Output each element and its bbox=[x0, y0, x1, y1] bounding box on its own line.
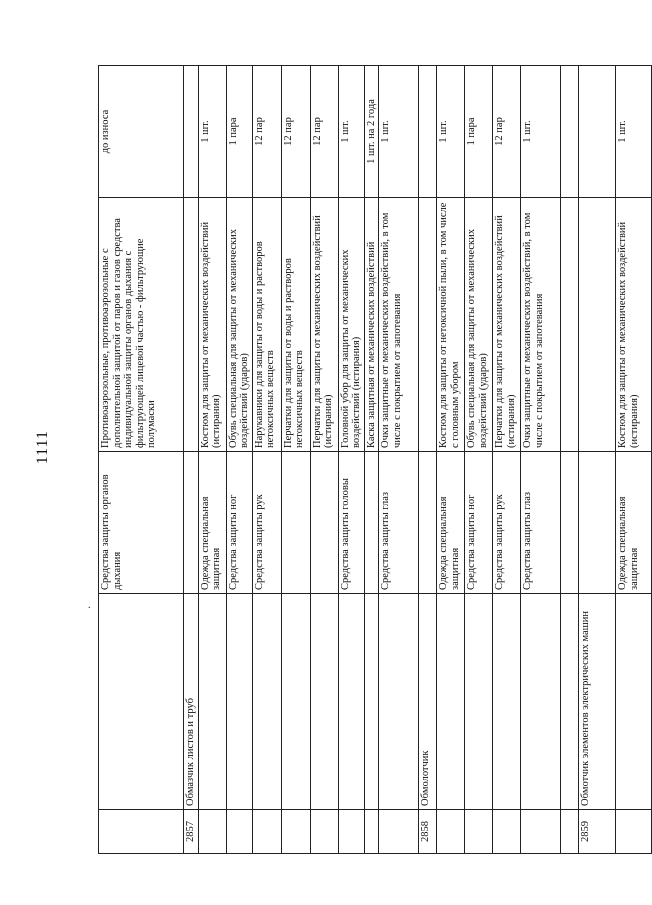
cell-qty bbox=[561, 66, 579, 198]
cell-item: Обувь специальная для защиты от механических воздействий (ударов) bbox=[465, 198, 493, 452]
cell-category: Средства защиты ног bbox=[226, 452, 252, 594]
cell-item: Очки защитные от механических воздействий, в том числе с покрытием от запотевания bbox=[521, 198, 561, 452]
cell-item: Перчатки для защиты от воды и растворов нетоксичных веществ bbox=[281, 198, 310, 452]
cell-item bbox=[561, 198, 579, 452]
cell-category bbox=[281, 452, 310, 594]
table-row bbox=[465, 66, 493, 854]
rotated-table-container bbox=[98, 66, 640, 854]
cell-item: Очки защитные от механических воздействий, в том числе с покрытием от запотевания bbox=[379, 198, 419, 452]
cell-item: Обувь специальная для защиты от механических воздействий (ударов) bbox=[226, 198, 252, 452]
cell-item: Нарукавники для защиты от воды и растворов нетоксичных веществ bbox=[252, 198, 281, 452]
table-row bbox=[364, 66, 379, 854]
table-body bbox=[99, 66, 652, 854]
cell-num bbox=[364, 810, 379, 854]
cell-category bbox=[561, 452, 579, 594]
table-row bbox=[99, 66, 184, 854]
cell-profession: Обмотчик элементов электрических машин bbox=[579, 594, 616, 810]
table-row bbox=[379, 66, 419, 854]
cell-category: Средства защиты глаз bbox=[379, 452, 419, 594]
cell-profession bbox=[437, 594, 465, 810]
cell-profession bbox=[493, 594, 521, 810]
cell-qty: 1 шт. на 2 года bbox=[364, 66, 379, 198]
cell-category: Средства защиты органов дыхания bbox=[99, 452, 184, 594]
cell-category: Средства защиты рук bbox=[493, 452, 521, 594]
cell-qty bbox=[419, 66, 437, 198]
cell-category: Средства защиты рук bbox=[252, 452, 281, 594]
table-row bbox=[579, 66, 616, 854]
cell-item: Перчатки для защиты от механических воздействий (истирания) bbox=[310, 198, 338, 452]
cell-qty: 1 пара bbox=[226, 66, 252, 198]
table-row bbox=[437, 66, 465, 854]
cell-qty: до износа bbox=[99, 66, 184, 198]
cell-profession bbox=[616, 594, 652, 810]
cell-category: Средства защиты глаз bbox=[521, 452, 561, 594]
cell-qty: 12 пар bbox=[281, 66, 310, 198]
cell-num bbox=[226, 810, 252, 854]
table-row bbox=[310, 66, 338, 854]
cell-qty: 1 пара bbox=[465, 66, 493, 198]
cell-category bbox=[364, 452, 379, 594]
cell-profession bbox=[281, 594, 310, 810]
cell-item: Костюм для защиты от механических воздействий (истирания) bbox=[616, 198, 652, 452]
table-row bbox=[561, 66, 579, 854]
table-row bbox=[521, 66, 561, 854]
cell-num: 2857 bbox=[184, 810, 199, 854]
cell-qty: 1 шт. bbox=[437, 66, 465, 198]
table-row bbox=[616, 66, 652, 854]
cell-profession bbox=[310, 594, 338, 810]
cell-num bbox=[437, 810, 465, 854]
table-row bbox=[252, 66, 281, 854]
cell-qty: 12 пар bbox=[310, 66, 338, 198]
cell-qty: 12 пар bbox=[493, 66, 521, 198]
table-row bbox=[493, 66, 521, 854]
cell-profession bbox=[364, 594, 379, 810]
cell-category bbox=[310, 452, 338, 594]
cell-qty: 1 шт. bbox=[198, 66, 226, 198]
cell-item: Перчатки для защиты от механических воздействий (истирания) bbox=[493, 198, 521, 452]
cell-profession: Обмазчик листов и труб bbox=[184, 594, 199, 810]
cell-num bbox=[99, 810, 184, 854]
cell-num bbox=[252, 810, 281, 854]
cell-profession bbox=[379, 594, 419, 810]
cell-qty: 12 пар bbox=[252, 66, 281, 198]
cell-num bbox=[310, 810, 338, 854]
cell-num bbox=[338, 810, 364, 854]
cell-item: Головной убор для защиты от механических воздействий (истирания) bbox=[338, 198, 364, 452]
cell-num: 2859 bbox=[579, 810, 616, 854]
cell-category: Одежда специальная защитная bbox=[616, 452, 652, 594]
cell-profession: Обмолотчик bbox=[419, 594, 437, 810]
cell-num bbox=[616, 810, 652, 854]
cell-category bbox=[184, 452, 199, 594]
cell-qty: 1 шт. bbox=[521, 66, 561, 198]
cell-num: 2858 bbox=[419, 810, 437, 854]
cell-item bbox=[579, 198, 616, 452]
cell-qty: 1 шт. bbox=[379, 66, 419, 198]
cell-item: Костюм для защиты от механических воздействий (истирания) bbox=[198, 198, 226, 452]
cell-item: Противоаэрозольные, противоаэрозольные с дополнительной защитой от паров и газов средства индивидуальной защиты органов дыхания с фильтрующей лицевой частью - фильтрующие полумаски bbox=[99, 198, 184, 452]
cell-category: Средства защиты ног bbox=[465, 452, 493, 594]
cell-profession bbox=[252, 594, 281, 810]
cell-num bbox=[465, 810, 493, 854]
table-row bbox=[226, 66, 252, 854]
cell-num bbox=[379, 810, 419, 854]
cell-qty: 1 шт. bbox=[616, 66, 652, 198]
cell-num bbox=[521, 810, 561, 854]
cell-item bbox=[184, 198, 199, 452]
cell-item bbox=[419, 198, 437, 452]
cell-qty bbox=[184, 66, 199, 198]
table-row bbox=[281, 66, 310, 854]
cell-profession bbox=[99, 594, 184, 810]
cell-category: Одежда специальная защитная bbox=[437, 452, 465, 594]
table-row bbox=[198, 66, 226, 854]
table-row bbox=[184, 66, 199, 854]
cell-item: Костюм для защиты от нетоксичной пыли, в том числе с головным убором bbox=[437, 198, 465, 452]
cell-num bbox=[281, 810, 310, 854]
document-table-frame bbox=[98, 66, 640, 854]
cell-category: Одежда специальная защитная bbox=[198, 452, 226, 594]
cell-profession bbox=[465, 594, 493, 810]
cell-category bbox=[419, 452, 437, 594]
stray-dot: . bbox=[88, 600, 91, 611]
page-number: 1111 bbox=[34, 430, 51, 465]
cell-profession bbox=[561, 594, 579, 810]
cell-profession bbox=[198, 594, 226, 810]
table-row bbox=[338, 66, 364, 854]
cell-category bbox=[579, 452, 616, 594]
cell-num bbox=[493, 810, 521, 854]
cell-profession bbox=[338, 594, 364, 810]
cell-num bbox=[198, 810, 226, 854]
cell-item: Каска защитная от механических воздействий bbox=[364, 198, 379, 452]
cell-qty bbox=[579, 66, 616, 198]
table-row bbox=[419, 66, 437, 854]
cell-qty: 1 шт. bbox=[338, 66, 364, 198]
cell-profession bbox=[226, 594, 252, 810]
cell-num bbox=[561, 810, 579, 854]
cell-category: Средства защиты головы bbox=[338, 452, 364, 594]
ppe-norms-table bbox=[98, 65, 652, 854]
cell-profession bbox=[521, 594, 561, 810]
